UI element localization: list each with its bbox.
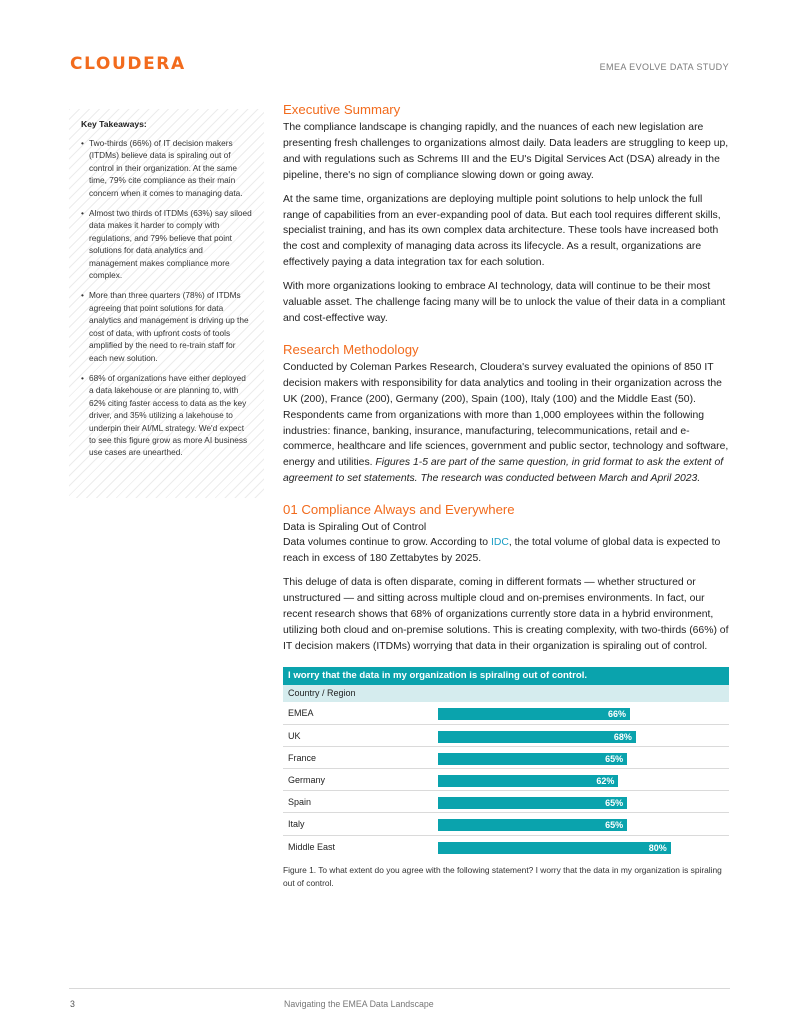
chart-row	[283, 702, 729, 724]
page-number: 3	[70, 999, 75, 1009]
text-run: , the total volume of global data is expected to reach in excess of 180 Zettabytes by 2025.	[283, 537, 721, 565]
paragraph	[283, 360, 731, 487]
chart-row	[283, 769, 729, 791]
footer-title: Navigating the EMEA Data Landscape	[284, 999, 434, 1009]
chart-category-label: Italy	[288, 819, 305, 830]
methodology-note: Figures 1-5 are part of the same question, in grid format to ask the extent of agreement to set statements. The research was conducted between March and April 2023.	[283, 457, 724, 485]
cloudera-logo: CLOUDERA	[70, 54, 186, 74]
chart-value-label: 65%	[605, 753, 624, 764]
paragraph: With more organizations looking to embrace AI technology, data will continue to be their most valuable asset. The challenge facing many will be to unlock the value of their data in a compliant and cost-effective way.	[283, 281, 726, 324]
research-methodology-section	[283, 342, 731, 487]
chart-category-label: Middle East	[288, 841, 336, 852]
executive-summary-section	[283, 102, 731, 327]
main-content	[283, 102, 731, 891]
figure-1-chart	[283, 667, 729, 857]
study-title: EMEA EVOLVE DATA STUDY	[599, 62, 729, 72]
chart-bar	[438, 708, 630, 720]
chart-category-header: Country / Region	[283, 685, 729, 702]
takeaway-item: • Two-thirds (66%) of IT decision makers (ITDMs) believe data is spiraling out of control in their organization. At the same time, 79% cite compliance as their main concern when it comes to managing data.	[81, 137, 252, 199]
chart-category-label: Germany	[288, 775, 326, 786]
chart-title: I worry that the data in my organization is spiraling out of control.	[283, 667, 729, 685]
chart-bar	[438, 797, 627, 809]
paragraph: This deluge of data is often disparate, coming in different formats — whether structured or unstructured — and sitting across multiple cloud and on-premises environments. In fact, our recent research shows that 68% of organizations currently store data in a hybrid environment, utilizing both cloud and on-premise solutions. This is creating complexity, with two-thirds (66%) of IT decision makers (ITDMs) worrying that data in their organization is spiraling out of control.	[283, 576, 729, 652]
idc-link[interactable]: IDC	[490, 537, 509, 549]
chart-row	[283, 725, 729, 747]
paragraph: At the same time, organizations are deploying multiple point solutions to help unlock the full range of capabilities from an ever-expanding pool of data. But each tool requires different skills, specialist training, and has its own complex data architecture. These tools have increased both the cost and complexity of managing data across its lifecycle. As a result, organizations are effectively paying a data integration tax for each solution.	[283, 193, 721, 269]
takeaway-item: • 68% of organizations have either deployed a data lakehouse or are planning to, with 62% citing faster access to data as the key driver, and 35% utilizing a lakehouse to underpin their AI/ML strategy. We'd expect to see this figure grow as more AI business use cases are unearthed.	[81, 372, 252, 459]
compliance-title: 01 Compliance Always and Everywhere	[283, 502, 515, 518]
chart-rows	[283, 702, 729, 857]
chart-row	[283, 791, 729, 813]
paragraph: The compliance landscape is changing rapidly, and the nuances of each new legislation are presenting fresh challenges to organizations almost daily. Data leaders are struggling to keep up, and with regulations such as Schrems III and the EU's Digital Services Act (DSA) already in the pipeline, there's no sign of compliance slowing down or going away.	[283, 122, 729, 181]
chart-value-label: 66%	[608, 709, 627, 720]
chart-value-label: 62%	[596, 776, 615, 787]
chart-category-label: EMEA	[288, 708, 314, 719]
executive-summary-title: Executive Summary	[283, 102, 401, 117]
takeaway-item: • More than three quarters (78%) of ITDMs agreeing that point solutions for data analytics and management is driving up the cost of data, with upfront costs of tools amplified by the need to re-train staff for each new solution.	[81, 289, 252, 363]
chart-row	[283, 747, 729, 769]
chart-row	[283, 836, 729, 858]
chart-category-label: Spain	[288, 797, 312, 808]
key-takeaways-title: Key Takeaways:	[81, 119, 147, 129]
chart-bar	[438, 731, 636, 743]
chart-row	[283, 813, 729, 835]
compliance-section	[283, 502, 731, 891]
key-takeaways-panel	[69, 109, 264, 498]
chart-value-label: 68%	[613, 731, 632, 742]
chart-category-label: France	[288, 752, 317, 763]
chart-bar	[438, 775, 618, 787]
takeaway-item: • Almost two thirds of ITDMs (63%) say siloed data makes it harder to comply with regulations, and 79% believe that point solutions for data analytics and management makes compliance more complex.	[81, 207, 252, 281]
chart-value-label: 65%	[605, 798, 624, 809]
chart-bar	[438, 753, 627, 765]
research-methodology-title: Research Methodology	[283, 341, 419, 357]
paragraph	[283, 535, 731, 567]
methodology-text: Conducted by Coleman Parkes Research, Cloudera's survey evaluated the opinions of 850 IT decision makers with responsibility for data analytics and tooling in their organization across the UK (200), France (200), Germany (200), Spain (100), Italy (100) and the Middle East (50). Respondents came from organizations with more than 1,000 employees within the following industries: finance, banking, insurance, manufacturing, telecommunications, retail and e-commerce, healthcare and life sciences, government and public sector, technology and software, energy and utilities.	[283, 361, 729, 469]
chart-bar	[438, 842, 671, 854]
chart-bar	[438, 819, 627, 831]
chart-category-label: UK	[288, 730, 301, 741]
text-run: Data volumes continue to grow. According to	[283, 537, 491, 549]
chart-value-label: 65%	[605, 820, 624, 831]
compliance-subhead: Data is Spiraling Out of Control	[283, 522, 427, 534]
footer-divider	[69, 988, 730, 989]
figure-caption: Figure 1. To what extent do you agree with the following statement? I worry that the data in my organization is spiraling out of control.	[283, 864, 722, 889]
key-takeaways-list	[81, 137, 252, 459]
chart-value-label: 80%	[648, 842, 667, 853]
